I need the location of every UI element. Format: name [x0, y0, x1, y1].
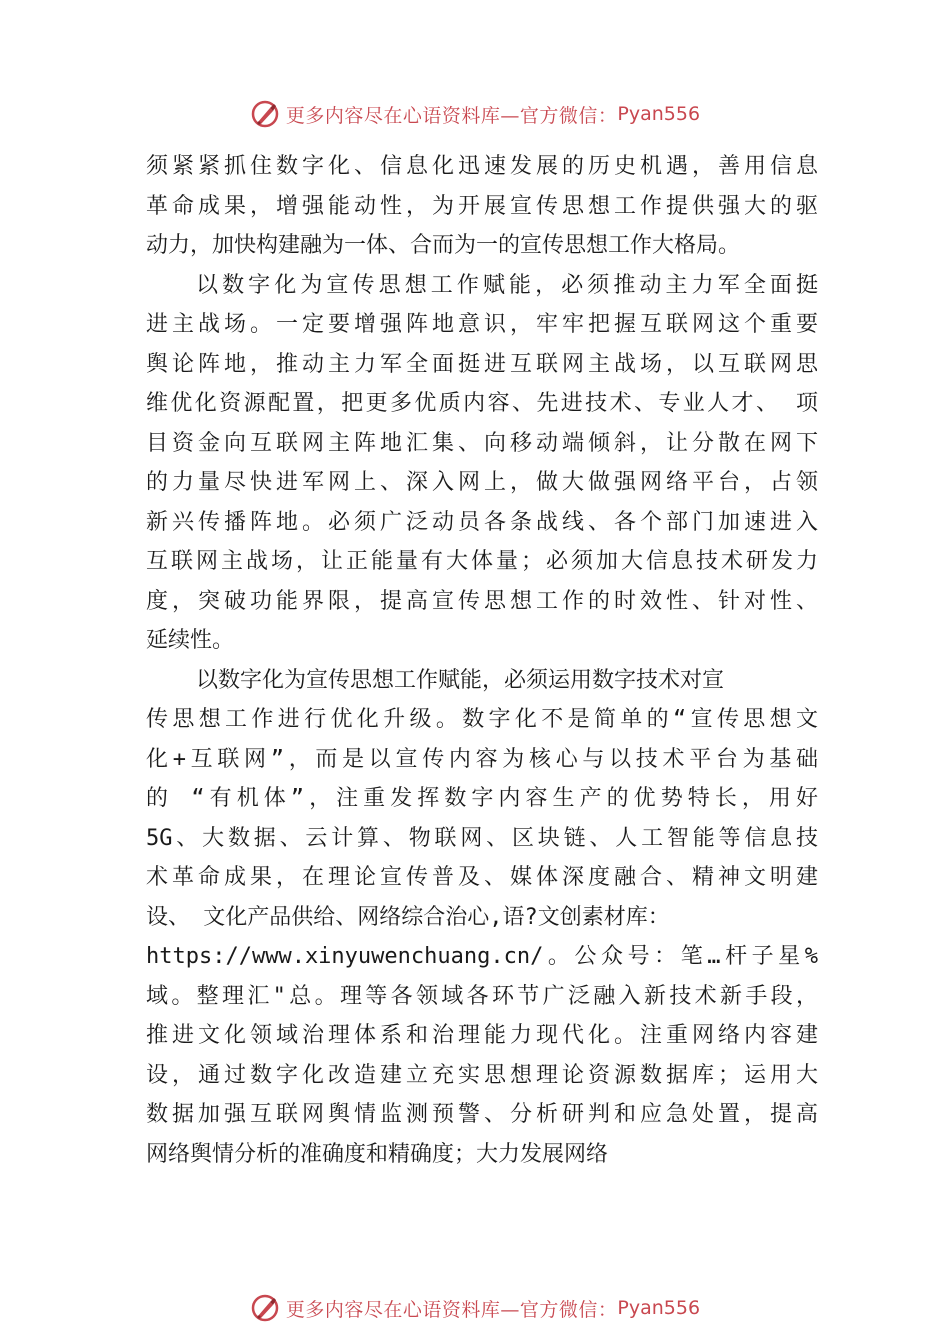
document-body: [146, 147, 818, 1174]
banner-text: 更多内容尽在心语资料库—官方微信：: [285, 1298, 618, 1321]
body-text-line: 舆论阵地，推动主力军全面挺进互联网主战场，以互联网思: [146, 351, 818, 377]
body-text-line: https://www.xinyuwenchuang.cn/。公众号：笔…杆子星%: [146, 944, 818, 969]
body-text-line: 域。整理汇"总。理等各领域各环节广泛融入新技术新手段，: [146, 983, 818, 1009]
body-text-line: 动力，加快构建融为一体、合而为一的宣传思想工作大格局。: [146, 233, 741, 258]
body-text-line: 数据加强互联网舆情监测预警、分析研判和应急处置，提高: [146, 1102, 818, 1127]
fountain-pen-logo-icon: [250, 99, 280, 129]
body-text-line: 以数字化为宣传思想工作赋能，必须运用数字技术对宣: [196, 667, 725, 693]
body-text-line: 网络舆情分析的准确度和精确度；大力发展网络: [146, 1141, 609, 1167]
body-text-line: 度，突破功能界限，提高宣传思想工作的时效性、针对性、: [146, 588, 818, 614]
body-text-line: 5G、大数据、云计算、物联网、区块链、人工智能等信息技: [146, 825, 818, 851]
body-text-line: 设、 文化产品供给、网络综合治心,语?文创素材库：: [146, 904, 670, 930]
body-text-line: 术革命成果，在理论宣传普及、媒体深度融合、精神文明建: [146, 865, 818, 890]
body-text-line: 互联网主战场，让正能量有大体量；必须加大信息技术研发力: [146, 549, 818, 574]
fountain-pen-logo-icon: [250, 1293, 280, 1323]
body-text-line: 推进文化领域治理体系和治理能力现代化。注重网络内容建: [146, 1023, 818, 1048]
body-text-line: 须紧紧抓住数字化、信息化迅速发展的历史机遇，善用信息: [146, 154, 818, 179]
body-text-line: 延续性。: [146, 628, 235, 653]
body-text-line: 进主战场。一定要增强阵地意识，牢牢把握互联网这个重要: [146, 312, 818, 337]
banner-contact: Pyan556: [617, 1297, 701, 1319]
page-footer-banner: [0, 1290, 950, 1326]
body-text-line: 革命成果，增强能动性，为开展宣传思想工作提供强大的驱: [146, 193, 818, 219]
body-text-line: 传思想工作进行优化升级。数字化不是简单的“宣传思想文: [146, 707, 818, 732]
banner-contact: Pyan556: [617, 103, 701, 125]
banner-text: 更多内容尽在心语资料库—官方微信：: [285, 104, 618, 127]
body-text-line: 设，通过数字化改造建立充实思想理论资源数据库；运用大: [146, 1062, 818, 1088]
body-text-line: 化+互联网”，而是以宣传内容为核心与以技术平台为基础: [146, 746, 818, 772]
body-text-line: 新兴传播阵地。必须广泛动员各条战线、各个部门加速进入: [146, 509, 818, 535]
body-text-line: 以数字化为宣传思想工作赋能，必须推动主力军全面挺: [196, 272, 818, 298]
body-text-line: 维优化资源配置，把更多优质内容、先进技术、专业人才、 项: [146, 391, 818, 416]
body-text-line: 的 “有机体”，注重发挥数字内容生产的优势特长，用好: [146, 786, 818, 811]
body-text-line: 目资金向互联网主阵地汇集、向移动端倾斜，让分散在网下: [146, 430, 818, 456]
page-header-banner: [0, 96, 950, 132]
body-text-line: 的力量尽快进军网上、深入网上，做大做强网络平台，占领: [146, 470, 818, 495]
